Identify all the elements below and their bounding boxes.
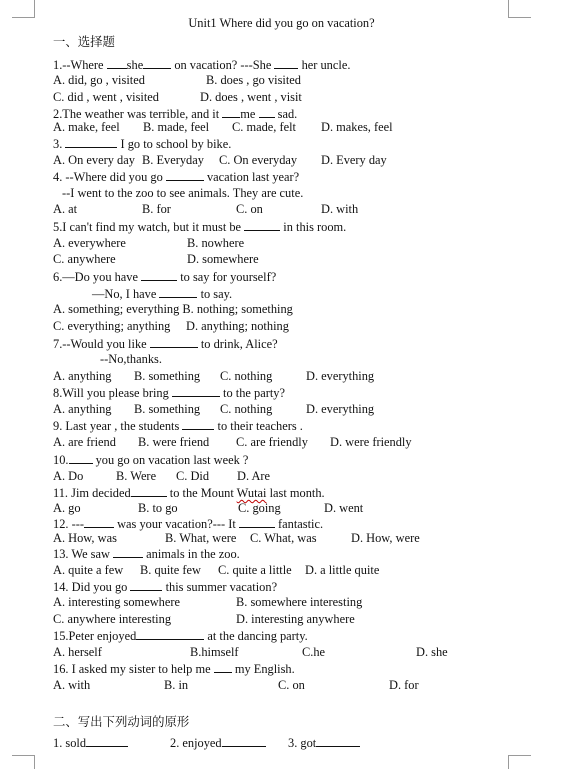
question-4-reply: --I went to the zoo to see animals. They are cute. xyxy=(62,186,304,200)
option-d: D. a little quite xyxy=(305,563,380,577)
option-b: B.himself xyxy=(190,645,239,659)
option-d: D. anything; nothing xyxy=(186,319,289,333)
option-d: D. interesting anywhere xyxy=(236,612,355,626)
answer-blank xyxy=(259,107,275,118)
answer-blank xyxy=(141,270,177,281)
spellcheck-word: Wutai xyxy=(236,486,267,500)
answer-blank xyxy=(143,58,171,69)
answer-blank xyxy=(182,419,214,430)
question-15: 15.Peter enjoyed at the dancing party. xyxy=(53,629,308,643)
answer-blank xyxy=(86,736,128,747)
option-c: C. going xyxy=(238,501,281,515)
question-9: 9. Last year , the students to their teachers . xyxy=(53,419,303,433)
answer-blank xyxy=(150,337,198,348)
option-a: A. On every day xyxy=(53,153,135,167)
option-a: A. anything xyxy=(53,369,112,383)
option-d: D. she xyxy=(416,645,448,659)
question-7: 7.--Would you like to drink, Alice? xyxy=(53,337,278,351)
answer-blank xyxy=(222,736,266,747)
option-b: B. for xyxy=(142,202,171,216)
option-b: B. Were xyxy=(116,469,157,483)
question-11: 11. Jim decided to the Mount Wutai last month. xyxy=(53,486,325,500)
answer-blank xyxy=(244,220,280,231)
option-c: C. made, felt xyxy=(232,120,296,134)
option-a: A. did, go , visited xyxy=(53,73,145,87)
verb-item-3: 3. got xyxy=(288,736,360,749)
answer-blank xyxy=(84,517,114,528)
option-c: C. everything; anything xyxy=(53,319,171,333)
answer-blank xyxy=(166,170,204,181)
question-16: 16. I asked my sister to help me my English. xyxy=(53,662,295,676)
option-c: C. Did xyxy=(176,469,210,483)
option-b: B. quite few xyxy=(140,563,201,577)
option-a: A. interesting somewhere xyxy=(53,595,180,609)
option-d: D. makes, feel xyxy=(321,120,393,134)
option-b: B. made, feel xyxy=(143,120,210,134)
question-2: 2.The weather was terrible, and it me sad. xyxy=(53,107,298,121)
option-c: C. nothing xyxy=(220,369,273,383)
option-a: A. Do xyxy=(53,469,84,483)
question-12: 12. --- was your vacation?--- It fantastic. xyxy=(53,517,324,531)
option-c: C. nothing xyxy=(220,402,273,416)
question-13: 13. We saw animals in the zoo. xyxy=(53,547,240,561)
answer-blank xyxy=(172,386,220,397)
option-c: C. are friendly xyxy=(236,435,308,449)
answer-blank xyxy=(113,547,143,558)
option-d: D. went xyxy=(324,501,364,515)
option-d: D. somewhere xyxy=(187,252,259,266)
option-a: A. everywhere xyxy=(53,236,126,250)
option-a: A. with xyxy=(53,678,91,692)
option-b: B. somewhere interesting xyxy=(236,595,363,609)
option-a: A. quite a few xyxy=(53,563,124,577)
option-d: D. does , went , visit xyxy=(200,90,302,104)
option-a: A. anything xyxy=(53,402,112,416)
option-b: B. something xyxy=(134,402,201,416)
option-a: A. at xyxy=(53,202,78,216)
option-a: A. are friend xyxy=(53,435,116,449)
answer-blank xyxy=(131,486,167,497)
answer-blank xyxy=(69,453,93,464)
option-d: D. How, were xyxy=(351,531,420,545)
option-a: A. go xyxy=(53,501,81,515)
question-1: 1.--Where she on vacation? ---She her uncle. xyxy=(53,58,351,72)
question-3: 3. I go to school by bike. xyxy=(53,137,232,151)
option-c: C.he xyxy=(302,645,326,659)
answer-blank xyxy=(274,58,298,69)
option-b: B. were friend xyxy=(138,435,210,449)
question-5: 5.I can't find my watch, but it must be in this room. xyxy=(53,220,347,234)
option-c: C. quite a little xyxy=(218,563,292,577)
option-c: C. On everyday xyxy=(219,153,298,167)
option-b: B. does , go visited xyxy=(206,73,301,87)
corner-mark-bottom-right xyxy=(508,755,531,769)
option-d: D. Every day xyxy=(321,153,387,167)
option-b: B. something xyxy=(134,369,201,383)
answer-blank xyxy=(136,629,204,640)
section-heading-verbs: 二、写出下列动词的原形 xyxy=(53,714,190,729)
worksheet-title: Unit1 Where did you go on vacation? xyxy=(188,16,375,30)
option-a: A. herself xyxy=(53,645,102,659)
option-d: D. for xyxy=(389,678,419,692)
option-c: C. What, was xyxy=(250,531,317,545)
section-heading-choice: 一、选择题 xyxy=(53,34,115,49)
answer-blank xyxy=(239,517,275,528)
option-c: C. did , went , visited xyxy=(53,90,160,104)
option-c: C. on xyxy=(236,202,263,216)
option-b: B. to go xyxy=(138,501,178,515)
option-b: B. Everyday xyxy=(142,153,204,167)
option-c: C. on xyxy=(278,678,305,692)
option-c: C. anywhere xyxy=(53,252,116,266)
answer-blank xyxy=(222,107,240,118)
answer-blank xyxy=(130,580,162,591)
corner-mark-top-right xyxy=(508,0,531,18)
option-a: A. make, feel xyxy=(53,120,120,134)
question-10: 10. you go on vacation last week ? xyxy=(53,453,249,467)
question-6: 6.—Do you have to say for yourself? xyxy=(53,270,277,284)
option-d: D. everything xyxy=(306,369,375,383)
question-14: 14. Did you go this summer vacation? xyxy=(53,580,278,594)
question-8: 8.Will you please bring to the party? xyxy=(53,386,285,400)
corner-mark-top-left xyxy=(12,0,35,18)
option-a-b: A. something; everything B. nothing; something xyxy=(53,302,293,316)
answer-blank xyxy=(159,287,197,298)
option-b: B. nowhere xyxy=(187,236,245,250)
option-d: D. everything xyxy=(306,402,375,416)
option-b: B. What, were xyxy=(165,531,237,545)
option-d: D. Are xyxy=(237,469,271,483)
answer-blank xyxy=(65,137,117,148)
question-7-reply: --No,thanks. xyxy=(100,352,162,366)
option-c: C. anywhere interesting xyxy=(53,612,172,626)
option-a: A. How, was xyxy=(53,531,117,545)
verb-item-1: 1. sold xyxy=(53,736,128,749)
option-b: B. in xyxy=(164,678,189,692)
question-4: 4. --Where did you go vacation last year? xyxy=(53,170,300,184)
answer-blank xyxy=(214,662,232,673)
answer-blank xyxy=(316,736,360,747)
verb-item-2: 2. enjoyed xyxy=(170,736,266,749)
corner-mark-bottom-left xyxy=(12,755,35,769)
question-6-reply: —No, I have to say. xyxy=(92,287,233,301)
option-d: D. were friendly xyxy=(330,435,412,449)
option-d: D. with xyxy=(321,202,359,216)
answer-blank xyxy=(107,58,127,69)
